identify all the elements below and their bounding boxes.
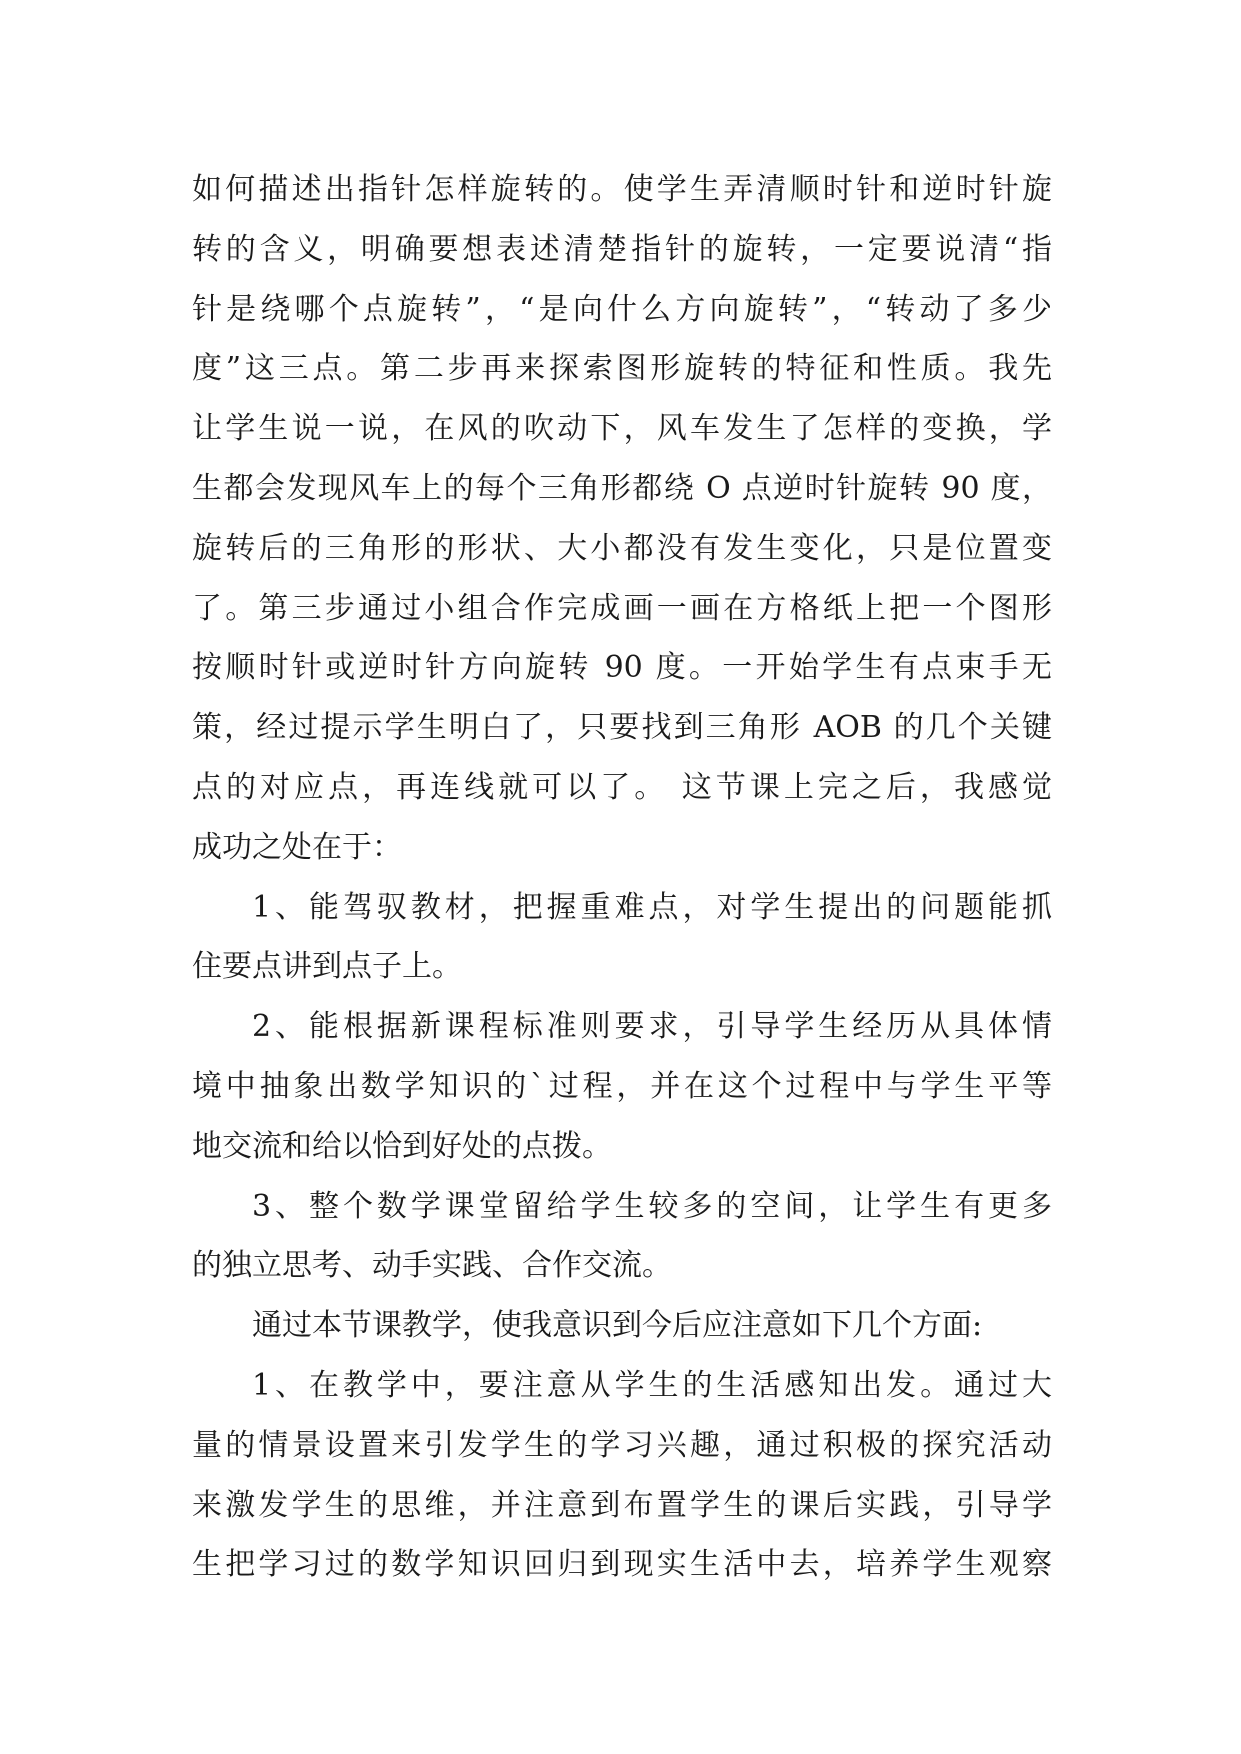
document-body [192,160,1052,1595]
text-line: 让学生说一说，在风的吹动下，风车发生了怎样的变换，学 [192,411,1052,447]
list-item-line: 3、整个数学课堂留给学生较多的空间，让学生有更多 [252,1188,1052,1224]
text-line: 成功之处在于： [192,829,402,865]
text-line: 了。第三步通过小组合作完成画一画在方格纸上把一个图形 [192,590,1052,626]
text-line: 按顺时针或逆时针方向旋转 90 度。一开始学生有点束手无 [192,650,1052,686]
text-line: 针是绕哪个点旋转”，“是向什么方向旋转”，“转动了多少 [192,291,1052,327]
text-line: 旋转后的三角形的形状、大小都没有发生变化，只是位置变 [192,530,1052,566]
text-line: 策，经过提示学生明白了，只要找到三角形 AOB 的几个关键 [192,710,1052,746]
list-item-line: 1、在教学中，要注意从学生的生活感知出发。通过大 [252,1367,1052,1403]
text-line: 来激发学生的思维，并注意到布置学生的课后实践，引导学 [192,1487,1052,1523]
text-line: 地交流和给以恰到好处的点拨。 [192,1128,612,1164]
text-line: 住要点讲到点子上。 [192,949,462,985]
list-item-line: 1、能驾驭教材，把握重难点，对学生提出的问题能抓 [252,889,1052,925]
text-line: 点的对应点，再连线就可以了。 这节课上完之后，我感觉 [192,769,1052,805]
text-line: 生把学习过的数学知识回归到现实生活中去，培养学生观察 [192,1547,1052,1583]
text-line: 转的含义，明确要想表述清楚指针的旋转，一定要说清“指 [192,231,1052,267]
text-line: 境中抽象出数学知识的`过程，并在这个过程中与学生平等 [192,1068,1052,1104]
text-line: 生都会发现风车上的每个三角形都绕 O 点逆时针旋转 90 度， [192,470,1052,506]
text-line: 的独立思考、动手实践、合作交流。 [192,1248,672,1284]
text-line: 度”这三点。第二步再来探索图形旋转的特征和性质。我先 [192,351,1052,387]
text-line: 量的情景设置来引发学生的学习兴趣，通过积极的探究活动 [192,1427,1052,1463]
text-line: 如何描述出指针怎样旋转的。使学生弄清顺时针和逆时针旋 [192,172,1052,207]
list-item-line: 2、能根据新课程标准则要求，引导学生经历从具体情 [252,1009,1052,1045]
paragraph-line: 通过本节课教学，使我意识到今后应注意如下几个方面: [252,1308,983,1344]
